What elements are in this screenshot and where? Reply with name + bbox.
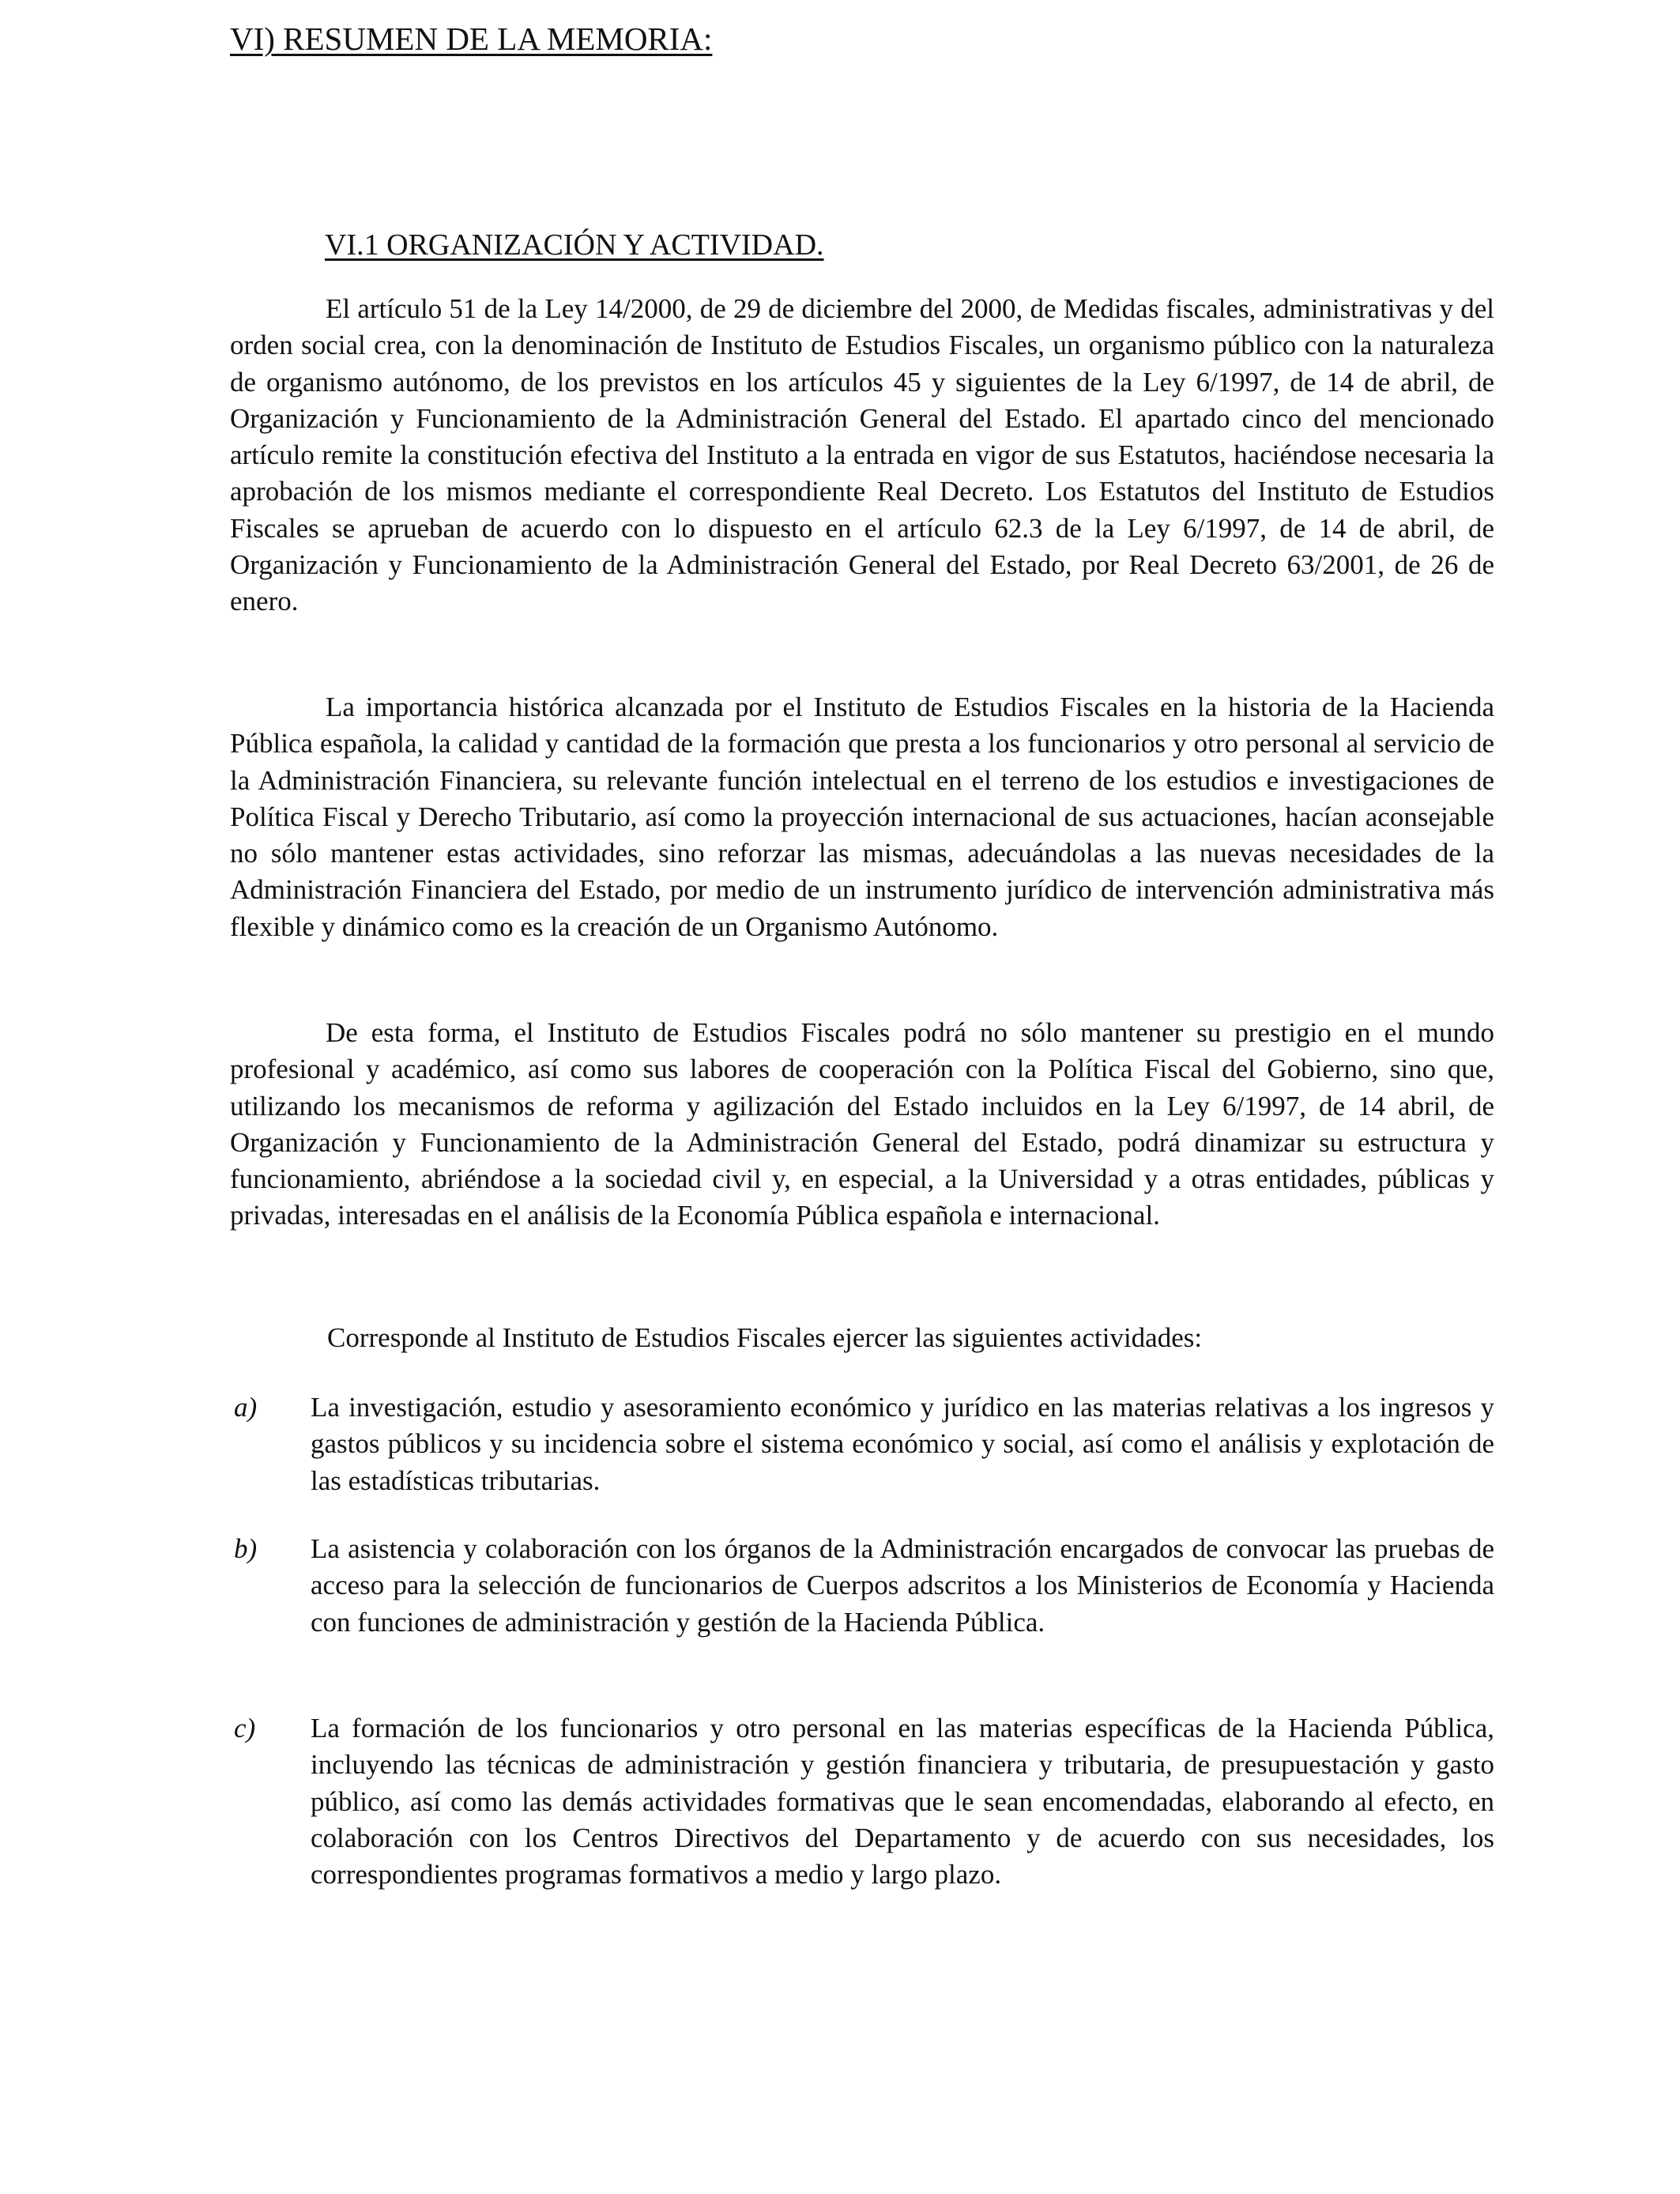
list-item-text: La asistencia y colaboración con los órganos de la Administración encargados de convocar las pruebas de acceso para la selección de funcionarios de Cuerpos adscritos a los Ministerios de Economía y Hacienda con funciones de administración y gestión de la Hacienda Pública.	[311, 1533, 1494, 1638]
paragraph-legal-basis: El artículo 51 de la Ley 14/2000, de 29 de diciembre del 2000, de Medidas fiscales, administrativas y del orden social crea, con la denominación de Instituto de Estudios Fiscales, un organismo público con la naturaleza de organismo autónomo, de los previstos en los artículos 45 y siguientes de la Ley 6/1997, de 14 de abril, de Organización y Funcionamiento de la Administración General del Estado. El apartado cinco del mencionado artículo remite la constitución efectiva del Instituto a la entrada en vigor de sus Estatutos, haciéndose necesaria la aprobación de los mismos mediante el correspondiente Real Decreto. Los Estatutos del Instituto de Estudios Fiscales se aprueban de acuerdo con lo dispuesto en el artículo 62.3 de la Ley 6/1997, de 14 de abril, de Organización y Funcionamiento de la Administración General del Estado, por Real Decreto 63/2001, de 26 de enero.	[230, 293, 1494, 617]
list-marker: a)	[234, 1392, 258, 1423]
list-item-text: La formación de los funcionarios y otro personal en las materias específicas de la Hacienda Pública, incluyendo las técnicas de administración y gestión financiera y tributaria, de presupuestación y gasto público, así como las demás actividades formativas que le sean encomendadas, elaborando al efecto, en colaboración con los Centros Directivos del Departamento y de acuerdo con sus necesidades, los correspondientes programas formativos a medio y largo plazo.	[311, 1713, 1494, 1891]
activities-intro: Corresponde al Instituto de Estudios Fiscales ejercer las siguientes actividades:	[327, 1322, 1203, 1353]
list-item-text: La investigación, estudio y asesoramiento económico y jurídico en las materias relativas a los ingresos y gastos públicos y su incidencia sobre el sistema económico y social, así como el análisis y explotación de las estadísticas tributarias.	[311, 1392, 1494, 1496]
document-title: VI) RESUMEN DE LA MEMORIA:	[230, 21, 713, 57]
list-marker: b)	[234, 1533, 258, 1564]
paragraph-historical-importance: La importancia histórica alcanzada por el Instituto de Estudios Fiscales en la historia de la Hacienda Pública española, la calidad y cantidad de la formación que presta a los funcionarios y otro personal al servicio de la Administración Financiera, su relevante función intelectual en el terreno de los estudios e investigaciones de Política Fiscal y Derecho Tributario, así como la proyección internacional de sus actuaciones, hacían aconsejable no sólo mantener estas actividades, sino reforzar las mismas, adecuándolas a las nuevas necesidades de la Administración Financiera del Estado, por medio de un instrumento jurídico de intervención administrativa más flexible y dinámico como es la creación de un Organismo Autónomo.	[230, 692, 1494, 942]
section-title: VI.1 ORGANIZACIÓN Y ACTIVIDAD.	[325, 228, 824, 262]
list-marker: c)	[234, 1713, 256, 1744]
paragraph-prestige: De esta forma, el Instituto de Estudios Fiscales podrá no sólo mantener su prestigio en el mundo profesional y académico, así como sus labores de cooperación con la Política Fiscal del Gobierno, sino que, utilizando los mecanismos de reforma y agilización del Estado incluidos en la Ley 6/1997, de 14 abril, de Organización y Funcionamiento de la Administración General del Estado, podrá dinamizar su estructura y funcionamiento, abriéndose a la sociedad civil y, en especial, a la Universidad y a otras entidades, públicas y privadas, interesadas en el análisis de la Economía Pública española e internacional.	[230, 1017, 1494, 1231]
